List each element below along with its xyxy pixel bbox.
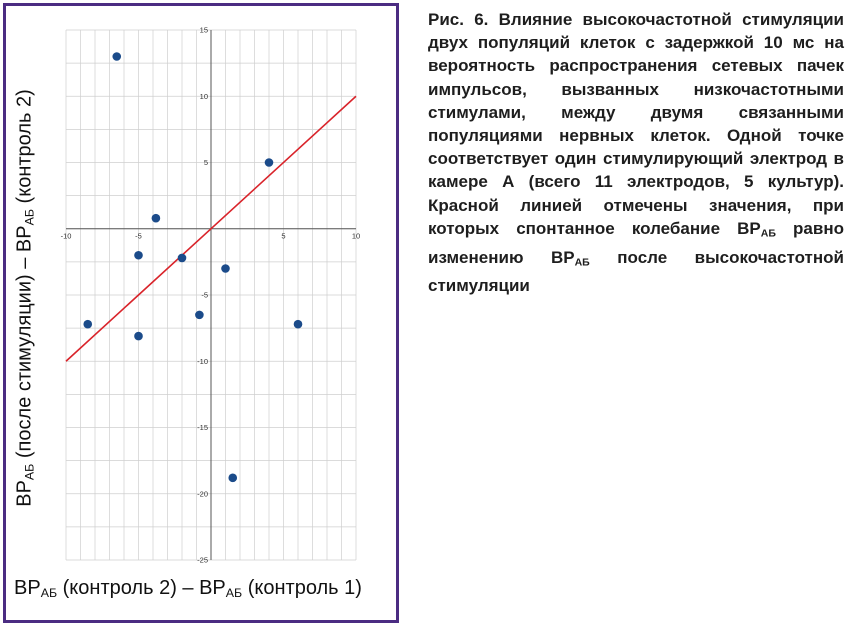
data-point bbox=[265, 158, 274, 167]
scatter-plot bbox=[0, 0, 400, 634]
data-point bbox=[294, 320, 303, 329]
x-label-part-3: (контроль 1) bbox=[242, 577, 362, 599]
caption-text-3: после высокочастотной стимуляции bbox=[428, 247, 844, 296]
y-label-part-1: ВР bbox=[13, 480, 36, 507]
y-tick-label: 10 bbox=[199, 91, 208, 101]
y-tick-label: -5 bbox=[201, 290, 208, 300]
y-label-sub-1: АБ bbox=[22, 463, 37, 481]
x-tick-label: 10 bbox=[351, 231, 361, 241]
caption-text-1: Рис. 6. Влияние высокочастотной стимуляции двух популяций клеток с задержкой 10 мс на вероятность распространения сетевых пачек импульсов, вызванных низкочастотными стимулами, между двумя связанными популяциями нервных клеток. Одной точке соответствует один стимулирующий электрод в камере А (всего 11 электродов, 5 культур). Красной линией отмечены значения, при которых спонтанное колебание ВР bbox=[428, 10, 844, 238]
caption-text-2: равно изменению ВР bbox=[428, 218, 844, 267]
y-tick-label: -25 bbox=[197, 555, 208, 565]
data-point bbox=[195, 311, 204, 320]
y-label-sub-2: АБ bbox=[22, 209, 37, 226]
figure-caption bbox=[428, 8, 844, 298]
data-points bbox=[83, 52, 302, 482]
x-label-part-2: (контроль 2) – ВР bbox=[57, 577, 226, 599]
y-tick-label: -20 bbox=[197, 489, 208, 499]
x-tick-label: 5 bbox=[281, 231, 286, 241]
y-tick-label: -10 bbox=[197, 356, 208, 366]
x-label-sub-1: АБ bbox=[40, 586, 58, 601]
caption-sub-1: АБ bbox=[760, 227, 776, 240]
y-axis-title bbox=[13, 89, 36, 507]
x-axis-title bbox=[14, 577, 362, 600]
x-label-part-1: ВР bbox=[14, 577, 41, 599]
y-label-part-3: (контроль 2) bbox=[13, 89, 36, 209]
y-tick-label: 5 bbox=[203, 158, 208, 167]
data-point bbox=[228, 474, 237, 483]
data-point bbox=[178, 254, 187, 263]
data-point bbox=[134, 332, 143, 341]
data-point bbox=[134, 251, 143, 260]
x-tick-label: -10 bbox=[60, 231, 72, 241]
y-axis-title-wrap bbox=[10, 48, 40, 548]
data-point bbox=[112, 52, 121, 61]
y-tick-label: 15 bbox=[199, 25, 208, 35]
data-point bbox=[152, 214, 161, 223]
caption-sub-2: АБ bbox=[574, 256, 590, 269]
data-point bbox=[221, 264, 230, 273]
y-label-part-2: (после стимуляции) – ВР bbox=[13, 225, 36, 464]
data-point bbox=[83, 320, 92, 329]
x-label-sub-2: АБ bbox=[225, 586, 243, 601]
x-tick-label: -5 bbox=[135, 231, 142, 241]
y-tick-label: -15 bbox=[197, 423, 208, 432]
